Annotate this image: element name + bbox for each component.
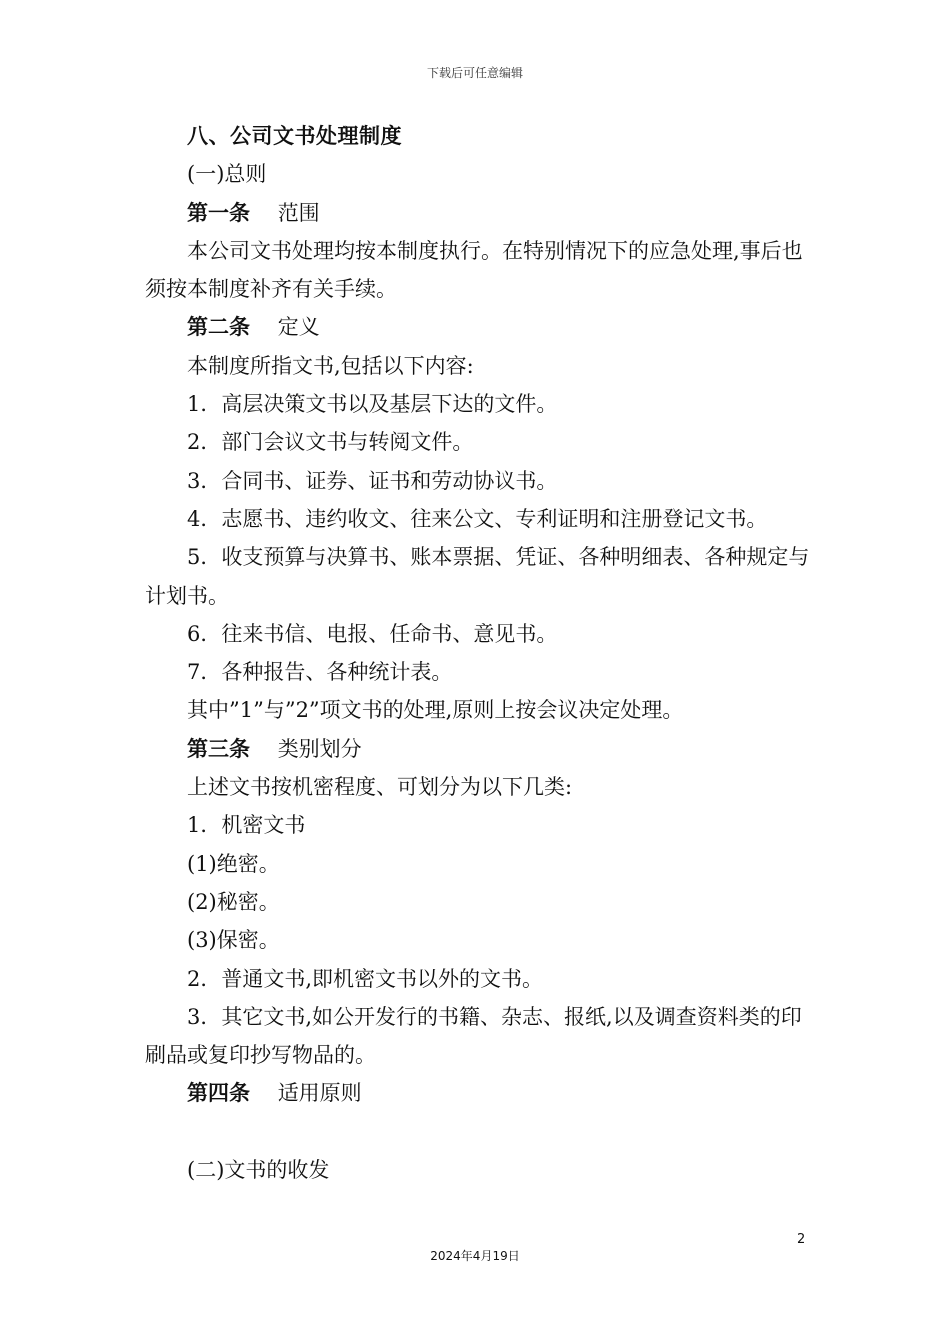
article-2-intro: 本制度所指文书,包括以下内容: <box>187 353 474 378</box>
article-3-intro: 上述文书按机密程度、可划分为以下几类: <box>187 775 573 800</box>
article-1-topic: 范围 <box>277 200 320 225</box>
page-number: 2 <box>797 1232 806 1247</box>
list-item: 2．部门会议文书与转阅文件。 <box>187 430 474 455</box>
article-3-topic: 类别划分 <box>277 736 362 761</box>
list-item: 1．机密文书 <box>187 813 306 838</box>
document-title: 八、公司文书处理制度 <box>187 123 402 148</box>
article-2-topic: 定义 <box>277 315 320 340</box>
document-body <box>145 117 815 1189</box>
article-4-topic: 适用原则 <box>277 1081 362 1106</box>
article-2-number: 第二条 <box>187 314 250 340</box>
article-1-body: 本公司文书处理均按本制度执行。在特别情况下的应急处理,事后也须按本制度补齐有关手续。 <box>145 238 803 302</box>
list-item: 1．高层决策文书以及基层下达的文件。 <box>187 392 558 417</box>
article-1-number: 第一条 <box>187 199 250 225</box>
list-item: 6．往来书信、电报、任命书、意见书。 <box>187 621 558 646</box>
article-4-number: 第四条 <box>187 1080 250 1106</box>
list-item: 7．各种报告、各种统计表。 <box>187 660 453 685</box>
list-item: (2)秘密。 <box>187 889 280 914</box>
article-1-heading <box>145 194 815 232</box>
page-header: 下载后可任意编辑 <box>426 66 523 80</box>
list-item: (1)绝密。 <box>187 851 280 876</box>
list-item: 2．普通文书,即机密文书以外的文书。 <box>187 966 544 991</box>
article-2-note: 其中”1”与”2”项文书的处理,原则上按会议决定处理。 <box>187 698 684 723</box>
blank-line <box>145 1113 815 1151</box>
article-3-heading <box>145 730 815 768</box>
footer-date: 2024年4月19日 <box>430 1249 520 1263</box>
list-item: 4．志愿书、违约收文、往来公文、专利证明和注册登记文书。 <box>187 506 768 531</box>
list-item: (3)保密。 <box>187 928 280 953</box>
section-heading-dispatch: (二)文书的收发 <box>187 1157 330 1182</box>
article-4-heading <box>145 1074 815 1112</box>
list-item: 5．收支预算与决算书、账本票据、凭证、各种明细表、各种规定与计划书。 <box>145 545 810 608</box>
section-heading-general: (一)总则 <box>187 162 267 187</box>
list-item: 3．合同书、证券、证书和劳动协议书。 <box>187 468 558 493</box>
article-2-heading <box>145 308 815 346</box>
list-item: 3．其它文书,如公开发行的书籍、杂志、报纸,以及调查资料类的印刷品或复印抄写物品的。 <box>145 1004 802 1068</box>
article-3-number: 第三条 <box>187 735 250 761</box>
